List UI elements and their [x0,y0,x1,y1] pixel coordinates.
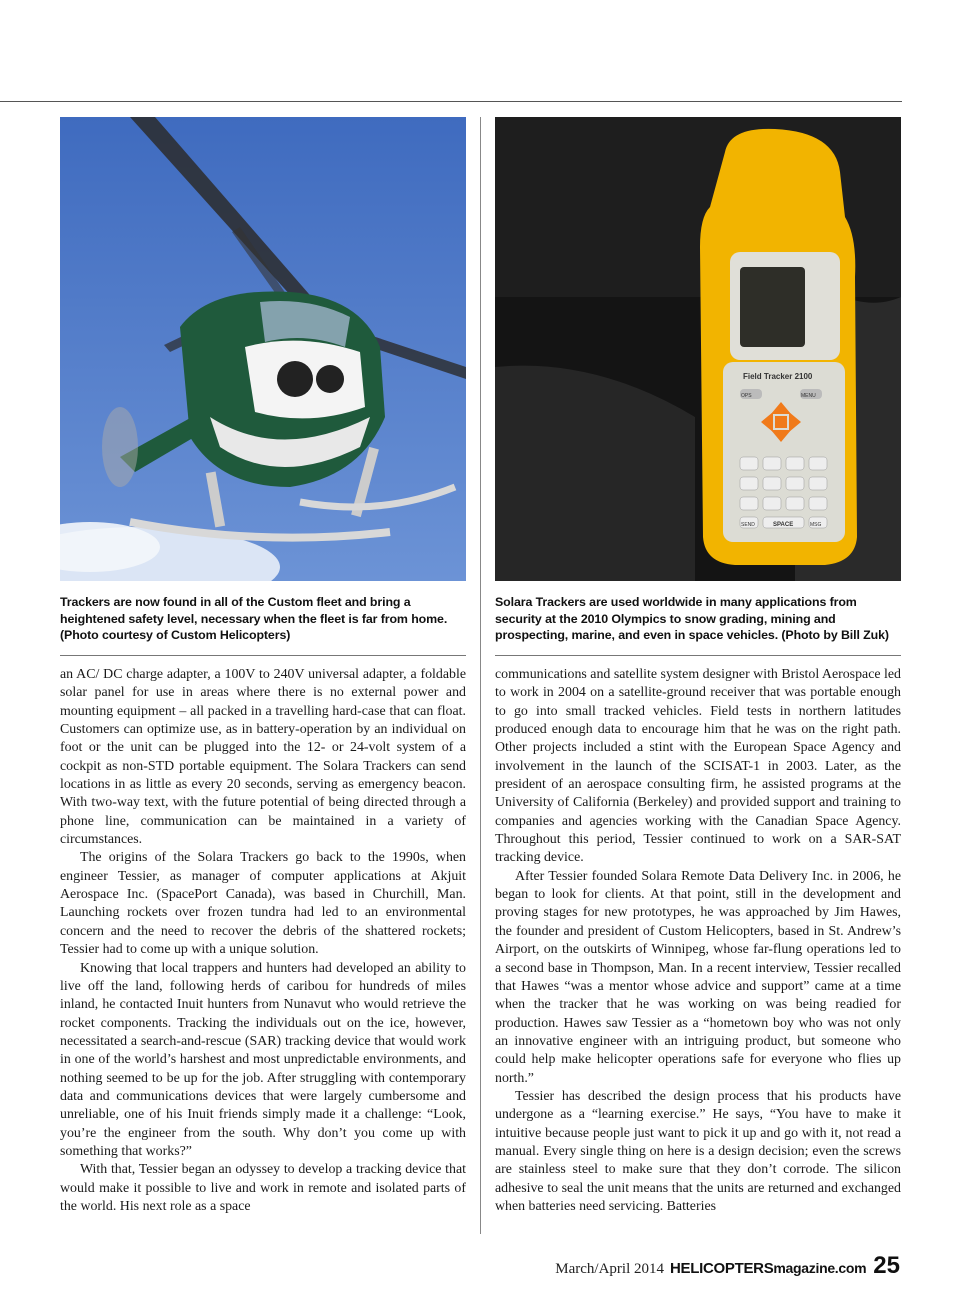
article-paragraph: The origins of the Solara Trackers go back to the 1990s, when engineer Tessier, as manager of computer applications at Akjuit Aerospace Inc. (SpacePort Canada), was based in Churchill, Man. Launching rockets over frozen tundra had led to an environmental concern and the need to recover the debris of the shattered rockets; Tessier had to come up with a unique solution. [60,850,466,958]
tracker-photo-caption: Solara Trackers are used worldwide in many applications from security at the 2010 Olympics to snow grading, mining and prospecting, marine, and even in space vehicles. (Photo by Bill Zuk) [495,595,889,642]
article-column-left [60,666,466,1216]
device-ops-key: OPS [741,393,752,399]
article-paragraph: After Tessier founded Solara Remote Data Delivery Inc. in 2006, he began to look for clients. At that point, still in the development and proving stages for new prototypes, he was approached by Jim Hawes, the founder and president of Custom Helicopters, based in St. Andrew’s Airport, on the outskirts of Winnipeg, whose far-flung operations led to a second base in Thompson, Man. In a recent interview, Tessier recalled that Hawes “was a mentor whose advice and support” came at a time when the tracker that he was working on was being readied for production. Hawes saw Tessier as a “hometown boy who was not only an innovative engineer with an intriguing product, but someone who could help make helicopter operations safe for everyone who flies up north.” [495,868,901,1086]
magazine-website [670,1260,866,1277]
device-msg-key: MSG [810,522,822,528]
device-menu-key: MENU [801,393,816,399]
device-label: Field Tracker 2100 [743,372,813,381]
helicopter-photo-caption: Trackers are now found in all of the Custom fleet and bring a heightened safety level, necessary when the fleet is far from home. (Photo courtesy of Custom Helicopters) [60,595,448,642]
article-paragraph: an AC/ DC charge adapter, a 100V to 240V universal adapter, a foldable solar panel for use in areas where there is no external power and mounting equipment – all packed in a travelling hard-case that can float. Customers can optimize use, as in battery-operation by an individual on foot or the unit can be plugged into the 12- or 24-volt system of a cockpit as non-STD portable equipment. The Solara Trackers can send locations in as little as every 20 seconds, serving as emergency beacon. With two-way text, with the future potential of being directed through a phone line, communication can be maintained in a variety of circumstances. [60,667,466,848]
tracker-illustration [495,117,901,581]
page-number: 25 [873,1252,900,1279]
article-column-right [495,666,901,1216]
helicopter-photo [60,117,466,581]
article-paragraph: Knowing that local trappers and hunters had developed an ability to live off the land, following herds of caribou for hundreds of miles inland, he contacted Inuit hunters from Nunavut who would retrieve the rocket components. Tracking the individuals out on the ice, however, necessitated a search-and-rescue (SAR) tracking device that would work in one of the world’s harshest and most unpredictable environments, and nothing seemed to be up for the job. After struggling with contemporary data and communications devices that were largely cumbersome and unreliable, one of his Inuit friends simply made it a challenge: “Look, you’re the engineer from the south. Why don’t you come up with something that works?” [60,960,466,1159]
caption-rule-left [60,655,466,656]
article-paragraph: communications and satellite system designer with Bristol Aerospace led to work in 2004 on a satellite-ground receiver that was portable enough to go into small tracked vehicles. Field tests in northern latitudes produced enough data to encourage him that he was on the right path. Other projects included a stint with the European Space Agency and involvement in the launch of the SCISAT-1 in 2003. Later, as the president of an aerospace consulting firm, he assisted programs at the University of California (Berkeley) and provided support and training to companies and agencies working with the Canadian Space Agency. Throughout this period, Tessier continued to work on a SAR-SAT tracking device. [495,667,901,866]
magazine-domain: magazine.com [773,1260,867,1276]
magazine-name: HELICOPTERS [670,1260,774,1277]
article-paragraph: Tessier has described the design process that his products have undergone as a “learning exercise.” He says, “You have to make it intuitive because people just want to pick it up and go with it, not read a manual. Every single thing on here is a design decision; even the screws are stainless steel to make sure that they don’t corrode. The silicon adhesive to seal the unit means that the units are returned and exchanged when batteries need servicing. Batteries [495,1088,901,1214]
header-rule [0,101,902,102]
tracker-photo [495,117,901,581]
caption-rule-right [495,655,901,656]
column-divider [480,117,481,1234]
issue-date: March/April 2014 [555,1261,665,1277]
helicopter-illustration [60,117,466,581]
page-footer [555,1252,900,1280]
device-send-key: SEND [741,522,755,528]
device-space-key: SPACE [773,522,794,528]
article-paragraph: With that, Tessier began an odyssey to develop a tracking device that would make it possible to live and work in remote and isolated parts of the world. His next role as a space [60,1162,466,1214]
